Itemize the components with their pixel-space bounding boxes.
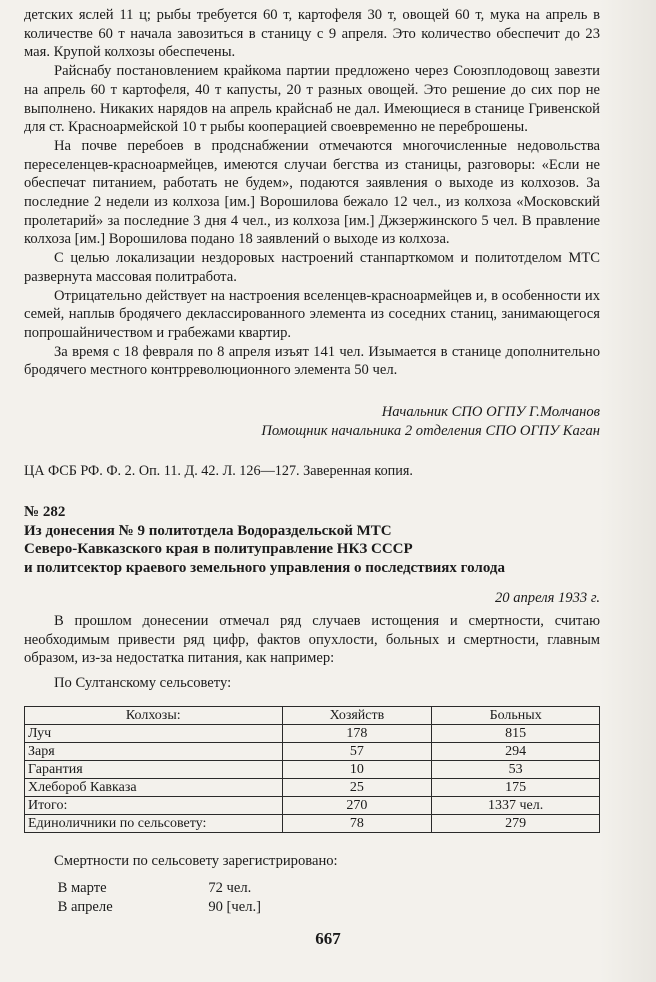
table-row (25, 761, 600, 779)
table-caption-block (24, 674, 600, 693)
deaths-row (24, 898, 600, 917)
document-header (24, 503, 600, 577)
page-edge-shade (600, 0, 656, 982)
table-row-total (25, 797, 600, 815)
deaths-month: В марте (57, 879, 107, 896)
document-title-line: Северо-Кавказского края в политуправление НКЗ СССР (24, 541, 413, 557)
row-name: Единоличники по сельсовету: (25, 815, 283, 833)
table-row (25, 725, 600, 743)
signature-block (24, 403, 600, 441)
top-text-block (24, 6, 600, 380)
row-sick: 1337 чел. (432, 797, 600, 815)
table-caption: По Султанскому сельсовету: (54, 675, 232, 691)
row-households: 178 (282, 725, 432, 743)
row-name: Гарантия (25, 761, 283, 779)
deaths-value: 72 чел. (208, 879, 252, 896)
header-bolnykh: Больных (432, 707, 600, 725)
paragraph: За время с 18 февраля по 8 апреля изъят 141 чел. Изымается в станице дополнительно бродячего местного контрреволюционного элемента 50 чел. (24, 343, 600, 379)
row-name: Итого: (25, 797, 283, 815)
document-date: 20 апреля 1933 г. (494, 590, 600, 606)
row-name: Луч (25, 725, 283, 743)
page-number: 667 (315, 929, 341, 948)
table-header-row (25, 707, 600, 725)
row-sick: 294 (432, 743, 600, 761)
sick-table (24, 706, 600, 833)
document-title-line: Из донесения № 9 политотдела Водораздельской МТС (24, 522, 392, 539)
row-name: Хлебороб Кавказа (25, 779, 283, 797)
header-kolkhozy: Колхозы: (25, 707, 283, 725)
document-title-line: и политсектор краевого земельного управления о последствиях голода (24, 559, 505, 576)
row-households: 25 (282, 779, 432, 797)
table-row (25, 815, 600, 833)
deaths-value: 90 [чел.] (208, 898, 262, 915)
paragraph: Райснабу постановлением крайкома партии предложено через Союзплодовощ завезти на апрель 60 т картофеля, 40 т капусты, 20 т разных овощей. Это решение до сих пор не выполнено. Никаких нарядов на апрель крайснаб не дал. Имеющиеся в станице Гривенской для ст. Красноармейской 10 т рыбы кооперацией своевременно не переброшены. (24, 63, 600, 136)
paragraph: С целью локализации нездоровых настроений станпарткомом и политотделом МТС развернута массовая политработа. (24, 250, 600, 285)
archive-source (24, 462, 600, 480)
row-households: 10 (282, 761, 432, 779)
document-date-block (24, 590, 600, 607)
signature-line: Помощник начальника 2 отделения СПО ОГПУ Каган (261, 423, 600, 439)
row-sick: 815 (432, 725, 600, 743)
paragraph-continuation: детских яслей 11 ц; рыбы требуется 60 т, картофеля 30 т, овощей 60 т, мука на апрель в количестве 60 т начала завозиться в станицу с 9 апреля. Это количество обеспечит до 23 мая. Крупой колхозы обеспечены. (24, 7, 600, 61)
document-number: № 282 (24, 504, 66, 520)
source-citation: ЦА ФСБ РФ. Ф. 2. Оп. 11. Д. 42. Л. 126—127. Заверенная копия. (24, 463, 413, 479)
intro-paragraph: В прошлом донесении отмечал ряд случаев истощения и смертности, считаю необходимым привести ряд цифр, фактов опухлости, больных и смертности, главным образом, из-за недостатка питания, как например: (24, 613, 600, 667)
row-name: Заря (25, 743, 283, 761)
table-block (24, 706, 600, 833)
signature-line: Начальник СПО ОГПУ Г.Молчанов (381, 404, 600, 420)
deaths-caption: Смертности по сельсовету зарегистрировано: (54, 853, 338, 869)
table-row (25, 743, 600, 761)
intro-block (24, 612, 600, 668)
table-row (25, 779, 600, 797)
deaths-block (24, 852, 600, 917)
paragraph: На почве перебоев в продснабжении отмечаются многочисленные недовольства переселенцев-красноармейцев, имеются случаи бегства из станицы, разговоры: «Если не обеспечат питанием, работать не будем», подаются заявления о выходе из колхозов. За последние 2 недели из колхоза [им.] Ворошилова бежало 12 чел., из колхоза «Московский пролетарий» за последние 3 дня 4 чел., из колхоза [им.] Джзержинского 5 чел. В правление колхоза [им.] Ворошилова подано 18 заявлений о выходе из колхоза. (24, 137, 600, 248)
row-households: 57 (282, 743, 432, 761)
row-sick: 279 (432, 815, 600, 833)
header-khozyaistv: Хозяйств (282, 707, 432, 725)
row-sick: 175 (432, 779, 600, 797)
row-sick: 53 (432, 761, 600, 779)
row-households: 78 (282, 815, 432, 833)
row-households: 270 (282, 797, 432, 815)
paragraph: Отрицательно действует на настроения вселенцев-красноармейцев и, в особенности их семей, наплыв бродячего деклассированного элемента из соседних станиц, занимающегося попрошайничеством и грабежами квартир. (24, 287, 600, 341)
deaths-row (24, 879, 600, 898)
deaths-month: В апреле (57, 898, 113, 915)
